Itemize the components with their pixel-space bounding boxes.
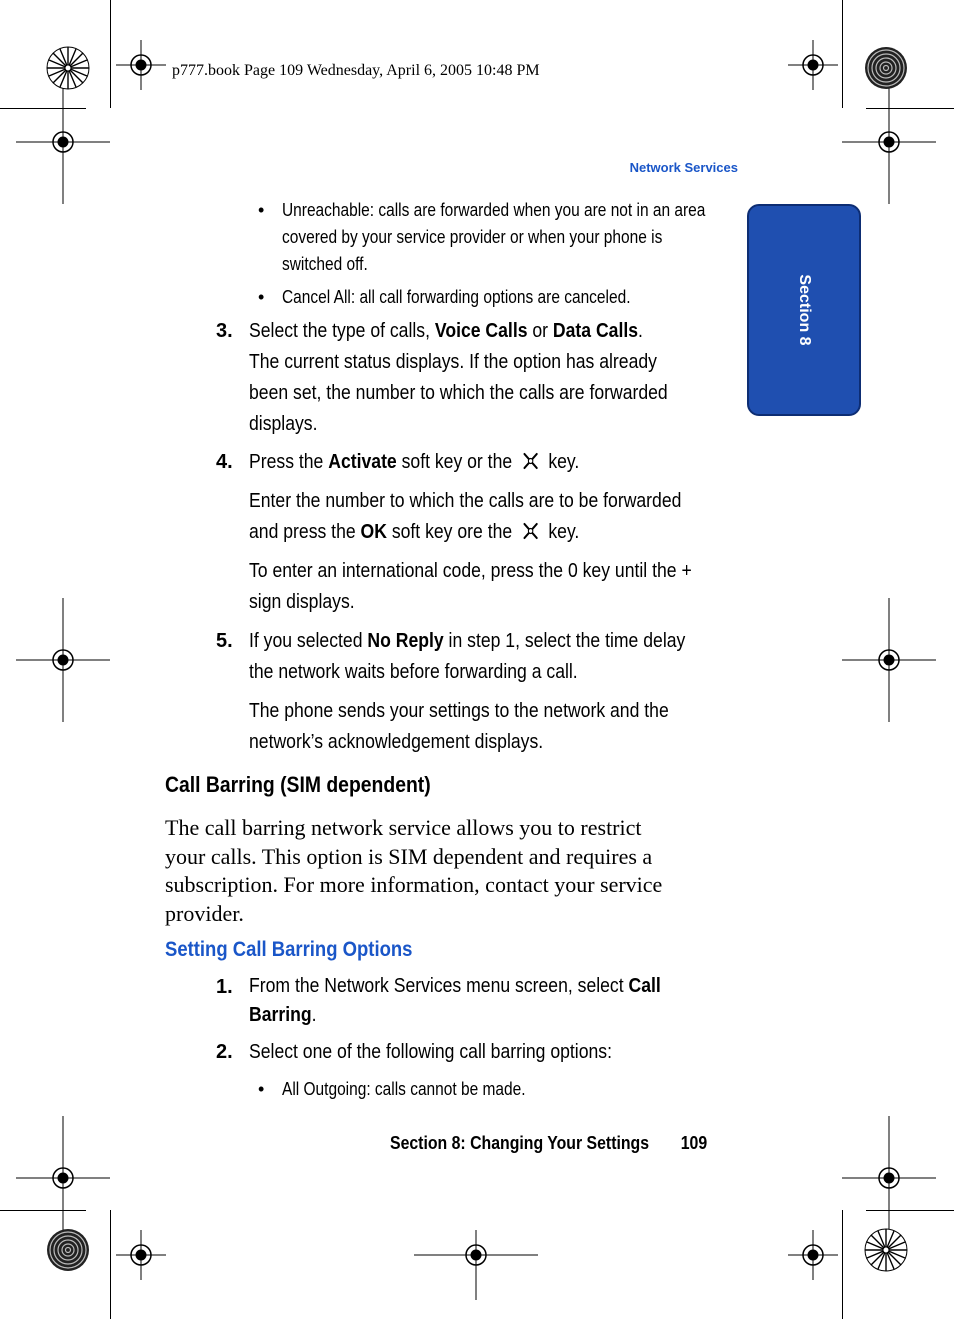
step-text: If you selected (249, 630, 368, 652)
step-bold: Call (628, 975, 661, 997)
step-text: . (311, 1004, 317, 1026)
step-text: . (638, 320, 643, 342)
bullet-text: All Outgoing: calls cannot be made. (282, 1079, 526, 1099)
moire-target-icon (864, 46, 908, 90)
crop-line (110, 1210, 111, 1319)
subheading-text: Setting Call Barring Options (165, 938, 413, 961)
step-text: The current status displays. If the option has already (249, 351, 657, 373)
step-number: 1. (216, 976, 233, 998)
barring-step-1-text (249, 972, 739, 1030)
registration-mark-icon (16, 598, 110, 722)
paragraph-line: The call barring network service allows you to restrict (165, 815, 642, 840)
registration-mark-icon (116, 40, 166, 90)
section-tab (747, 204, 861, 416)
step-bold: Voice Calls (434, 320, 528, 342)
page-footer (390, 1133, 750, 1154)
bullet-icon: • (258, 200, 265, 220)
bullet-icon: • (258, 287, 265, 307)
list-item (258, 1076, 732, 1103)
registration-mark-icon (414, 1230, 538, 1300)
step-4-paragraph (249, 556, 739, 618)
list-item (258, 284, 732, 311)
step-number: 3. (216, 320, 233, 342)
step-bold: No Reply (367, 630, 444, 652)
bullet-text: Cancel All: all call forwarding options are canceled. (282, 287, 631, 307)
registration-mark-icon (842, 598, 936, 722)
step-bold: Data Calls (552, 320, 639, 342)
step-text: To enter an international code, press the 0 key until the + (249, 560, 692, 582)
list-item (258, 197, 732, 278)
section-heading (165, 772, 725, 798)
star-target-icon (864, 1228, 908, 1272)
navigation-select-key-icon (521, 451, 540, 471)
bullet-icon: • (258, 1079, 265, 1099)
paragraph-line: your calls. This option is SIM dependent and requires a (165, 843, 653, 869)
crop-line (110, 0, 111, 108)
step-4-text (249, 447, 739, 478)
paragraph-line: subscription. For more information, contact your service (165, 872, 663, 897)
moire-target-icon (46, 1228, 90, 1272)
step-text: Select one of the following call barring options: (249, 1041, 612, 1063)
subheading (165, 938, 725, 962)
step-bold: Activate (328, 451, 397, 473)
step-text: network’s acknowledgement displays. (249, 731, 544, 753)
registration-mark-icon (842, 80, 936, 204)
bullet-text: Unreachable: calls are forwarded when you are not in an area (282, 200, 706, 220)
book-header: p777.book Page 109 Wednesday, April 6, 2005 10:48 PM (172, 62, 540, 79)
step-text: Enter the number to which the calls are to be forwarded (249, 490, 682, 512)
navigation-select-key-icon (521, 521, 540, 541)
step-text: displays. (249, 413, 318, 435)
step-number: 4. (216, 451, 233, 473)
step-bold: Barring (249, 1004, 312, 1026)
step-text: key. (548, 451, 580, 473)
page-number: 109 (680, 1133, 708, 1153)
step-4-paragraph (249, 486, 739, 548)
section-heading-text: Call Barring (SIM dependent) (165, 772, 431, 797)
registration-mark-icon (116, 1230, 166, 1280)
step-bold: OK (360, 521, 387, 543)
registration-mark-icon (16, 80, 110, 204)
bullet-text: covered by your service provider or when your phone is (282, 227, 663, 247)
step-text: From the Network Services menu screen, select (249, 975, 629, 997)
step-text: soft key ore the (386, 521, 513, 543)
step-text: and press the (249, 521, 361, 543)
step-number: 5. (216, 630, 233, 652)
bullet-text: switched off. (282, 254, 368, 274)
registration-mark-icon (16, 1116, 110, 1240)
registration-mark-icon (842, 1116, 936, 1240)
step-text: Press the (249, 451, 329, 473)
step-text: Select the type of calls, (249, 320, 435, 342)
step-text: sign displays. (249, 591, 355, 613)
section-tab-label: Section 8 (796, 274, 813, 346)
running-head: Network Services (629, 160, 738, 175)
step-text: The phone sends your settings to the network and the (249, 700, 669, 722)
step-text: the network waits before forwarding a call. (249, 661, 578, 683)
footer-section-title: Section 8: Changing Your Settings (390, 1133, 650, 1153)
paragraph-line: provider. (165, 900, 244, 926)
body-paragraph (165, 814, 735, 928)
step-3-text (249, 316, 739, 440)
step-text: in step 1, select the time delay (443, 630, 686, 652)
barring-step-2-text (249, 1037, 739, 1068)
step-text: key. (548, 521, 580, 543)
registration-mark-icon (788, 1230, 838, 1280)
star-target-icon (46, 46, 90, 90)
registration-mark-icon (788, 40, 838, 90)
step-5-paragraph (249, 696, 739, 758)
step-text: been set, the number to which the calls are forwarded (249, 382, 668, 404)
step-text: soft key or the (396, 451, 513, 473)
step-text: or (527, 320, 553, 342)
step-number: 2. (216, 1041, 233, 1063)
step-5-text (249, 626, 739, 688)
